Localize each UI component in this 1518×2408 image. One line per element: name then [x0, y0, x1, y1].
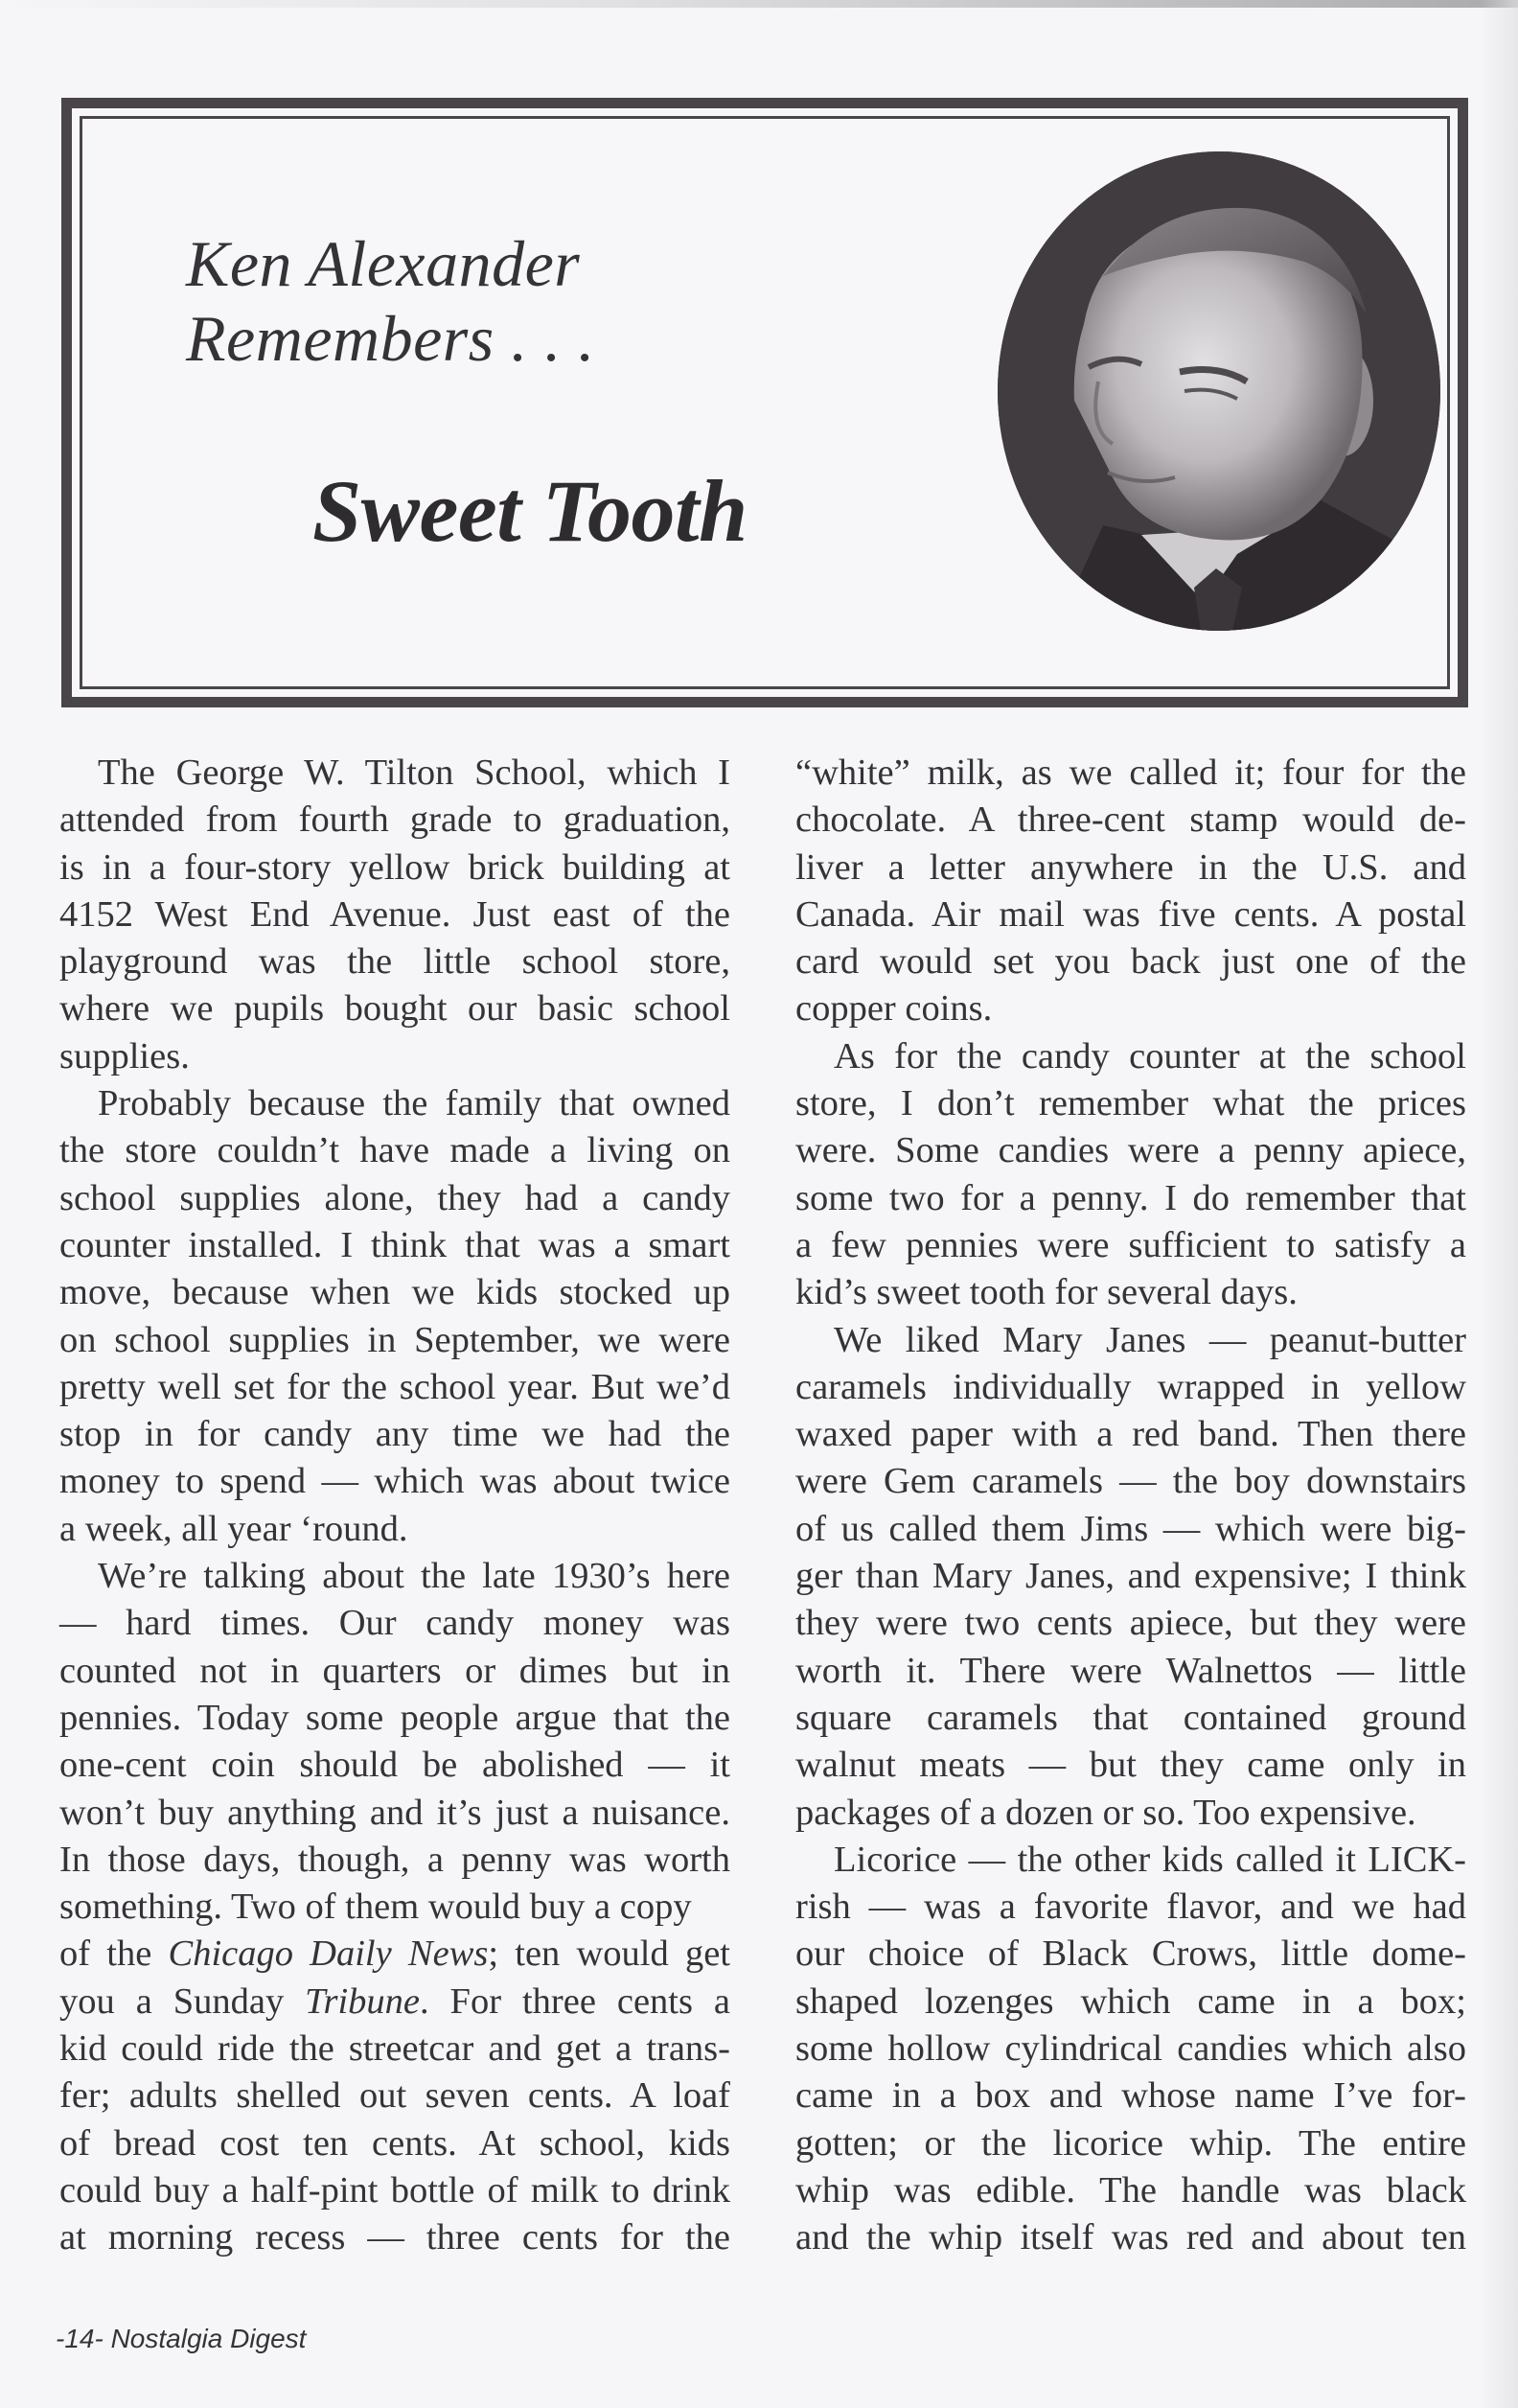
text-line: of us called them Jims — which were big- — [795, 1508, 1466, 1549]
text-line: were. Some candies were a penny apiece, — [795, 1130, 1466, 1171]
text-line: playground was the little school store, — [59, 941, 730, 983]
article-column-left — [59, 750, 730, 2262]
text-line: could buy a half-pint bottle of milk to drink — [59, 2169, 730, 2211]
text-line: — hard times. Our candy money was — [59, 1603, 730, 1644]
text-line: Canada. Air mail was five cents. A postal — [795, 893, 1466, 935]
text-line: school supplies alone, they had a candy — [59, 1177, 730, 1218]
text-line: were Gem caramels — the boy downstairs — [795, 1461, 1466, 1502]
paragraph — [59, 1931, 730, 2261]
text-line: some hollow cylindrical candies which also — [795, 2028, 1466, 2070]
page-edge-shadow — [0, 0, 1518, 8]
publication-title: Tribune — [305, 1980, 420, 2022]
text-line: won’t buy anything and it’s just a nuisance. — [59, 1792, 730, 1833]
text-line: whip was edible. The handle was black — [795, 2169, 1466, 2211]
text-line: kid could ride the streetcar and get a trans- — [59, 2028, 730, 2070]
text-line: Probably because the family that owned — [98, 1083, 730, 1124]
text-line: shaped lozenges which came in a box; — [795, 1980, 1466, 2022]
text-line: stop in for candy any time we had the — [59, 1414, 730, 1455]
text-line: pennies. Today some people argue that the — [59, 1697, 730, 1738]
text-line: gotten; or the licorice whip. The entire — [795, 2122, 1466, 2164]
text-line: came in a box and whose name I’ve for- — [795, 2075, 1466, 2117]
article-title: Sweet Tooth — [312, 462, 748, 560]
paragraph — [795, 1317, 1466, 1837]
text-line: liver a letter anywhere in the U.S. and — [795, 846, 1466, 888]
article-header-inner-border — [80, 116, 1450, 689]
text-line: 4152 West End Avenue. Just east of the — [59, 893, 730, 935]
text-line: caramels individually wrapped in yellow — [795, 1366, 1466, 1407]
article-column-right — [795, 750, 1466, 2262]
paragraph — [59, 1080, 730, 1553]
text-line: is in a four-story yellow brick building at — [59, 846, 730, 888]
text-line: store, I don’t remember what the prices — [795, 1083, 1466, 1124]
text-line: We liked Mary Janes — peanut-butter — [834, 1319, 1466, 1360]
text-run: you a Sunday — [59, 1980, 306, 2022]
text-line: fer; adults shelled out seven cents. A loaf — [59, 2075, 730, 2117]
text-line: card would set you back just one of the — [795, 941, 1466, 983]
paragraph — [795, 1837, 1466, 2262]
text-run: ; ten would get — [488, 1933, 730, 1975]
header-title-line-1: Ken Alexander — [186, 227, 581, 300]
text-line: packages of a dozen or so. Too expensive. — [795, 1792, 1416, 1833]
text-line: pretty well set for the school year. But we’d — [59, 1366, 730, 1407]
text-line: where we pupils bought our basic school — [59, 988, 730, 1030]
text-line: We’re talking about the late 1930’s here — [98, 1556, 730, 1597]
page-footer-folio: -14- Nostalgia Digest — [56, 2324, 307, 2353]
text-line: our choice of Black Crows, little dome- — [795, 1933, 1466, 1975]
text-line: counter installed. I think that was a smart — [59, 1224, 730, 1265]
author-portrait-image — [998, 151, 1440, 631]
paragraph — [59, 1553, 730, 1931]
text-line: supplies. — [59, 1035, 190, 1077]
text-line: attended from fourth grade to graduation, — [59, 799, 730, 841]
text-line: they were two cents apiece, but they were — [795, 1603, 1466, 1644]
text-line: waxed paper with a red band. Then there — [795, 1414, 1466, 1455]
text-line: of bread cost ten cents. At school, kids — [59, 2122, 730, 2164]
text-line: As for the candy counter at the school — [834, 1035, 1466, 1077]
text-line: a week, all year ‘round. — [59, 1508, 408, 1549]
text-line — [59, 1979, 730, 2026]
text-line: counted not in quarters or dimes but in — [59, 1650, 730, 1691]
text-line: The George W. Tilton School, which I — [98, 752, 730, 793]
text-line: money to spend — which was about twice — [59, 1461, 730, 1502]
paragraph — [795, 1033, 1466, 1317]
header-title-line-2: Remembers . . . — [186, 302, 595, 375]
text-line: one-cent coin should be abolished — it — [59, 1745, 730, 1786]
paragraph — [59, 750, 730, 1080]
text-line: In those days, though, a penny was worth — [59, 1839, 730, 1880]
text-line: copper coins. — [795, 988, 993, 1030]
text-line: at morning recess — three cents for the — [59, 2217, 730, 2258]
article-header-box — [61, 98, 1468, 707]
text-line: worth it. There were Walnettos — little — [795, 1650, 1466, 1691]
text-line: something. Two of them would buy a copy — [59, 1887, 692, 1928]
portrait-illustration-icon — [998, 151, 1440, 631]
text-line: some two for a penny. I do remember that — [795, 1177, 1466, 1218]
paragraph — [795, 750, 1466, 1033]
text-line: rish — was a favorite flavor, and we had — [795, 1887, 1466, 1928]
text-line: a few pennies were sufficient to satisfy a — [795, 1224, 1466, 1265]
text-line — [59, 1931, 730, 1978]
text-line: Licorice — the other kids called it LICK- — [834, 1839, 1466, 1880]
text-line: ger than Mary Janes, and expensive; I think — [795, 1556, 1466, 1597]
page-gutter-shadow — [1480, 0, 1518, 2408]
text-line: the store couldn’t have made a living on — [59, 1130, 730, 1171]
text-line: kid’s sweet tooth for several days. — [795, 1272, 1298, 1313]
text-line: “white” milk, as we called it; four for the — [795, 752, 1466, 793]
text-line: move, because when we kids stocked up — [59, 1272, 730, 1313]
text-run: of the — [59, 1933, 169, 1975]
text-line: on school supplies in September, we were — [59, 1319, 730, 1360]
text-line: walnut meats — but they came only in — [795, 1745, 1466, 1786]
text-line: and the whip itself was red and about ten — [795, 2217, 1466, 2258]
text-line: chocolate. A three-cent stamp would de- — [795, 799, 1466, 841]
text-line: square caramels that contained ground — [795, 1697, 1466, 1738]
publication-title: Chicago Daily News — [168, 1933, 489, 1975]
text-run: . For three cents a — [419, 1980, 730, 2022]
